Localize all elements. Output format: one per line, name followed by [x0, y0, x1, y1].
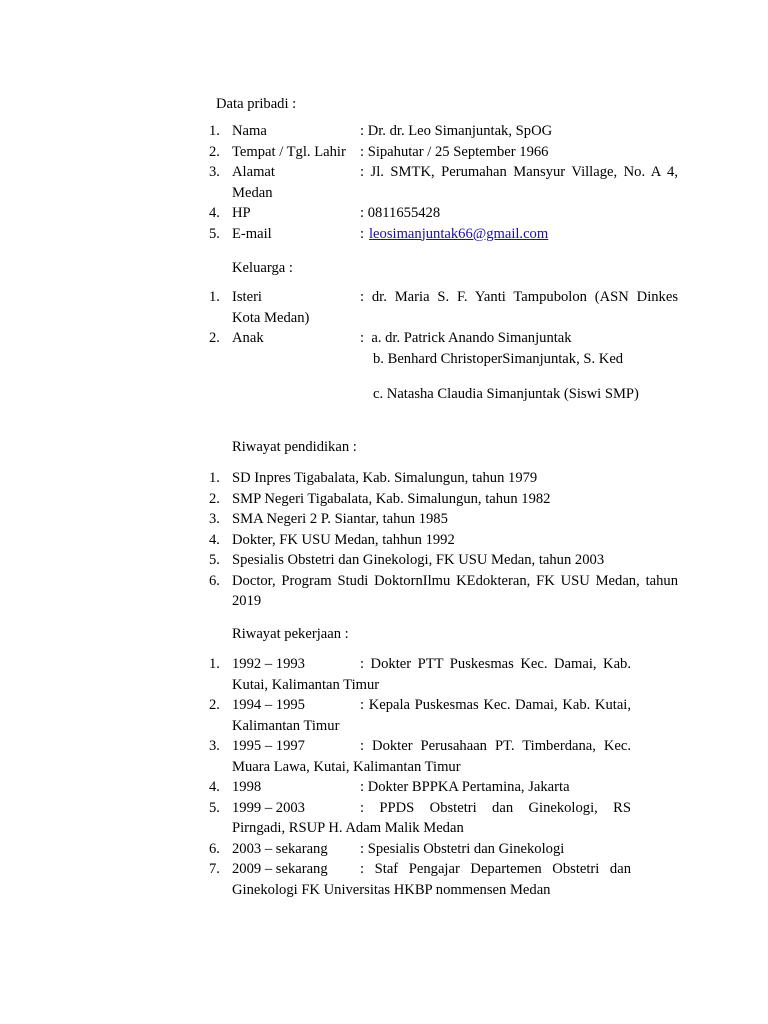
education-text: SMA Negeri 2 P. Siantar, tahun 1985: [232, 511, 448, 527]
work-text-continuation: Kalimantan Timur: [232, 717, 340, 734]
field-label: Anak: [232, 330, 264, 346]
list-number: 1.: [209, 289, 220, 305]
work-text-continuation: Pirngadi, RSUP H. Adam Malik Medan: [232, 820, 464, 836]
field-value-continuation: Kota Medan): [232, 309, 310, 326]
field-value: : Sipahutar / 25 September 1966: [360, 143, 549, 160]
list-number: 5.: [209, 799, 220, 816]
work-years: 2003 – sekarang: [232, 840, 328, 857]
work-text-continuation: Ginekologi FK Universitas HKBP nommensen Medan: [232, 881, 551, 898]
education-item: [0, 509, 768, 530]
work-item: [0, 839, 768, 860]
work-item-cont: [0, 757, 768, 778]
work-item-cont: [0, 716, 768, 737]
family-heading: Keluarga :: [232, 260, 293, 276]
list-number: 1.: [209, 123, 220, 139]
work-years: 1999 – 2003: [232, 799, 305, 816]
education-text: Dokter, FK USU Medan, tahhun 1992: [232, 531, 455, 548]
work-item-cont: [0, 818, 768, 839]
personal-row-name: [0, 121, 768, 142]
work-text: : Spesialis Obstetri dan Ginekologi: [360, 840, 565, 857]
work-text: : Dokter Perusahaan PT. Timberdana, Kec.: [360, 738, 631, 754]
family-list: [0, 287, 768, 349]
list-number: 6.: [209, 572, 220, 589]
work-item: [0, 695, 768, 716]
list-number: 1.: [209, 656, 220, 672]
work-years: 1994 – 1995: [232, 697, 305, 713]
personal-row-address-cont: [0, 183, 768, 204]
work-list: [0, 654, 768, 900]
work-years: 2009 – sekarang: [232, 861, 328, 877]
list-number: 3.: [209, 738, 220, 754]
education-heading: Riwayat pendidikan :: [232, 439, 357, 455]
education-item: [0, 571, 768, 592]
email-link[interactable]: leosimanjuntak66@gmail.com: [369, 225, 549, 242]
field-label: Isteri: [232, 289, 262, 305]
field-value: : Jl. SMTK, Perumahan Mansyur Village, No. A 4,: [360, 164, 678, 180]
list-number: 1.: [209, 470, 220, 486]
work-item: [0, 859, 768, 880]
education-text: Spesialis Obstetri dan Ginekologi, FK USU Medan, tahun 2003: [232, 552, 605, 568]
work-item: [0, 777, 768, 798]
education-item: [0, 550, 768, 571]
education-list: [0, 468, 768, 612]
education-text: SD Inpres Tigabalata, Kab. Simalungun, tahun 1979: [232, 470, 538, 486]
work-years: 1992 – 1993: [232, 656, 305, 672]
field-value-continuation: Medan: [232, 184, 273, 201]
personal-row-phone: [0, 203, 768, 224]
list-number: 5.: [209, 552, 220, 568]
field-label: Nama: [232, 123, 267, 139]
child-item: b. Benhard ChristoperSimanjuntak, S. Ked: [373, 351, 624, 367]
work-text: : Kepala Puskesmas Kec. Damai, Kab. Kutai,: [360, 697, 631, 713]
work-text: : Dokter PTT Puskesmas Kec. Damai, Kab.: [360, 656, 631, 672]
child-item: c. Natasha Claudia Simanjuntak (Siswi SMP): [373, 386, 639, 402]
field-value: : 0811655428: [360, 205, 441, 221]
education-item: [0, 530, 768, 551]
work-text: : Staf Pengajar Departemen Obstetri dan: [360, 861, 631, 877]
list-number: 2.: [209, 697, 220, 713]
work-years: 1995 – 1997: [232, 738, 305, 754]
work-item-cont: [0, 880, 768, 901]
personal-list: [0, 121, 768, 244]
work-text-continuation: Muara Lawa, Kutai, Kalimantan Timur: [232, 758, 461, 775]
personal-heading: Data pribadi :: [216, 96, 297, 112]
field-value: : a. dr. Patrick Anando Simanjuntak: [360, 330, 572, 346]
list-number: 4.: [209, 205, 220, 221]
work-item: [0, 654, 768, 675]
education-item: [0, 489, 768, 510]
list-number: 3.: [209, 511, 220, 527]
family-row-wife-cont: [0, 308, 768, 329]
list-number: 4.: [209, 531, 220, 548]
education-text: Doctor, Program Studi DoktornIlmu KEdokteran, FK USU Medan, tahun: [232, 572, 678, 589]
education-text: SMP Negeri Tigabalata, Kab. Simalungun, tahun 1982: [232, 490, 551, 507]
personal-row-address: [0, 162, 768, 183]
work-item-cont: [0, 675, 768, 696]
family-row-children: [0, 328, 768, 349]
field-label: HP: [232, 205, 251, 221]
work-item: [0, 736, 768, 757]
list-number: 7.: [209, 861, 220, 877]
education-item: [0, 468, 768, 489]
list-number: 4.: [209, 779, 220, 795]
list-number: 2.: [209, 330, 220, 346]
field-label: Alamat: [232, 164, 275, 180]
field-label: Tempat / Tgl. Lahir: [232, 143, 346, 160]
work-item: [0, 798, 768, 819]
work-text: : PPDS Obstetri dan Ginekologi, RS: [360, 799, 631, 816]
field-value: : Dr. dr. Leo Simanjuntak, SpOG: [360, 123, 553, 139]
field-value: : dr. Maria S. F. Yanti Tampubolon (ASN Dinkes: [360, 289, 678, 305]
work-text: : Dokter BPPKA Pertamina, Jakarta: [360, 779, 570, 795]
personal-row-birth: [0, 142, 768, 163]
field-separator: :: [360, 225, 365, 242]
personal-row-email: [0, 224, 768, 245]
work-text-continuation: Kutai, Kalimantan Timur: [232, 676, 380, 693]
education-item-cont: [0, 591, 768, 612]
work-heading: Riwayat pekerjaan :: [232, 626, 349, 642]
list-number: 2.: [209, 143, 220, 160]
field-label: E-mail: [232, 225, 272, 242]
work-years: 1998: [232, 779, 262, 795]
list-number: 3.: [209, 164, 220, 180]
list-number: 6.: [209, 840, 220, 857]
list-number: 5.: [209, 225, 220, 242]
list-number: 2.: [209, 490, 220, 507]
family-row-wife: [0, 287, 768, 308]
education-text-continuation: 2019: [232, 593, 262, 609]
